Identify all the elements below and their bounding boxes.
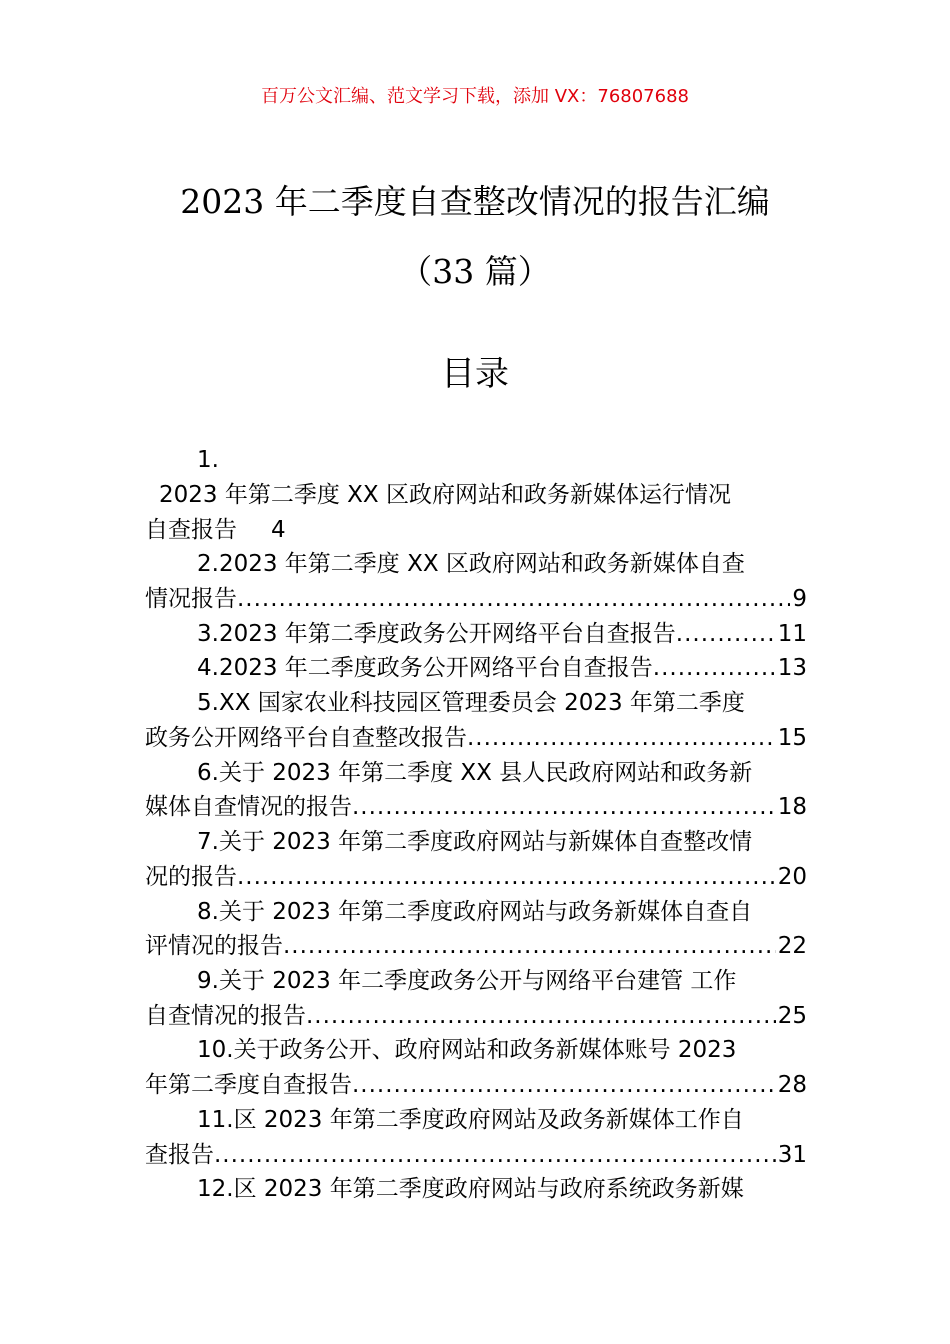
toc-item-1-page: 4	[271, 517, 286, 543]
leader-dots	[237, 861, 776, 893]
leader-dots	[653, 652, 776, 684]
toc-item-8-line1[interactable]: 8.关于 2023 年第二季度政府网站与政务新媒体自查自	[197, 899, 753, 925]
leader-dots	[214, 1139, 776, 1171]
toc-item-10-line1[interactable]: 10.关于政务公开、政府网站和政务新媒体账号 2023	[197, 1037, 737, 1063]
toc-heading: 目录	[441, 354, 509, 394]
toc-item-5-line1[interactable]: 5.XX 国家农业科技园区管理委员会 2023 年第二季度	[197, 690, 745, 716]
toc-item-9-line1[interactable]: 9.关于 2023 年二季度政务公开与网络平台建管 工作	[197, 968, 737, 994]
toc-item-9-page: 25	[777, 1003, 807, 1029]
toc-item-12-line1[interactable]: 12.区 2023 年第二季度政府网站与政府系统政务新媒	[197, 1176, 744, 1202]
toc-item-2-line1[interactable]: 2.2023 年第二季度 XX 区政府网站和政务新媒体自查	[197, 551, 745, 577]
toc-item-7-line1[interactable]: 7.关于 2023 年第二季度政府网站与新媒体自查整改情	[197, 829, 753, 855]
toc-item-11-line1[interactable]: 11.区 2023 年第二季度政府网站及政务新媒体工作自	[197, 1107, 744, 1133]
toc-item-9-line2[interactable]: 自查情况的报告 ..... 25	[145, 1000, 807, 1032]
toc-item-6-line1[interactable]: 6.关于 2023 年第二季度 XX 县人民政府网站和政务新	[197, 760, 753, 786]
toc-item-7-page: 20	[777, 864, 807, 890]
toc-item-4[interactable]: 4.2023 年二季度政务公开网络平台自查报告 ..... 13	[145, 652, 807, 684]
toc-item-5-page: 15	[777, 725, 807, 751]
leader-dots	[467, 722, 776, 754]
toc-item-10-page: 28	[777, 1072, 807, 1098]
toc-item-3-page: 11	[777, 621, 807, 647]
toc-item-11-line2[interactable]: 查报告 ..... 31	[145, 1139, 807, 1171]
document-title: 2023 年二季度自查整改情况的报告汇编	[180, 182, 770, 221]
leader-dots	[283, 930, 776, 962]
leader-dots	[237, 583, 790, 615]
toc-item-2-page: 9	[792, 586, 807, 612]
toc-item-8-page: 22	[777, 933, 807, 959]
leader-dots	[676, 618, 776, 650]
document-subtitle: （33 篇）	[399, 252, 551, 291]
toc-item-6-line2[interactable]: 媒体自查情况的报告 ..... 18	[145, 791, 807, 823]
toc-item-6-page: 18	[777, 794, 807, 820]
watermark-text: 百万公文汇编、范文学习下载，添加 VX：76807688	[261, 86, 689, 107]
toc-item-10-line2[interactable]: 年第二季度自查报告 ..... 28	[145, 1069, 807, 1101]
toc-item-3[interactable]: 3.2023 年第二季度政务公开网络平台自查报告 ..... 11	[145, 618, 807, 650]
toc-item-2-line2[interactable]: 情况报告 ..... 9	[145, 583, 807, 615]
leader-dots	[352, 1069, 776, 1101]
toc-item-4-page: 13	[777, 655, 807, 681]
toc-item-1-line1[interactable]: 2023 年第二季度 XX 区政府网站和政务新媒体运行情况	[159, 482, 731, 508]
toc-item-5-line2[interactable]: 政务公开网络平台自查整改报告 ..... 15	[145, 722, 807, 754]
toc-item-11-page: 31	[777, 1142, 807, 1168]
toc-item-8-line2[interactable]: 评情况的报告 ..... 22	[145, 930, 807, 962]
toc-item-1-number: 1.	[197, 447, 219, 473]
leader-dots	[306, 1000, 776, 1032]
toc-item-1-line2[interactable]: 自查报告 4	[145, 517, 286, 543]
toc-item-7-line2[interactable]: 况的报告 ..... 20	[145, 861, 807, 893]
leader-dots	[352, 791, 776, 823]
